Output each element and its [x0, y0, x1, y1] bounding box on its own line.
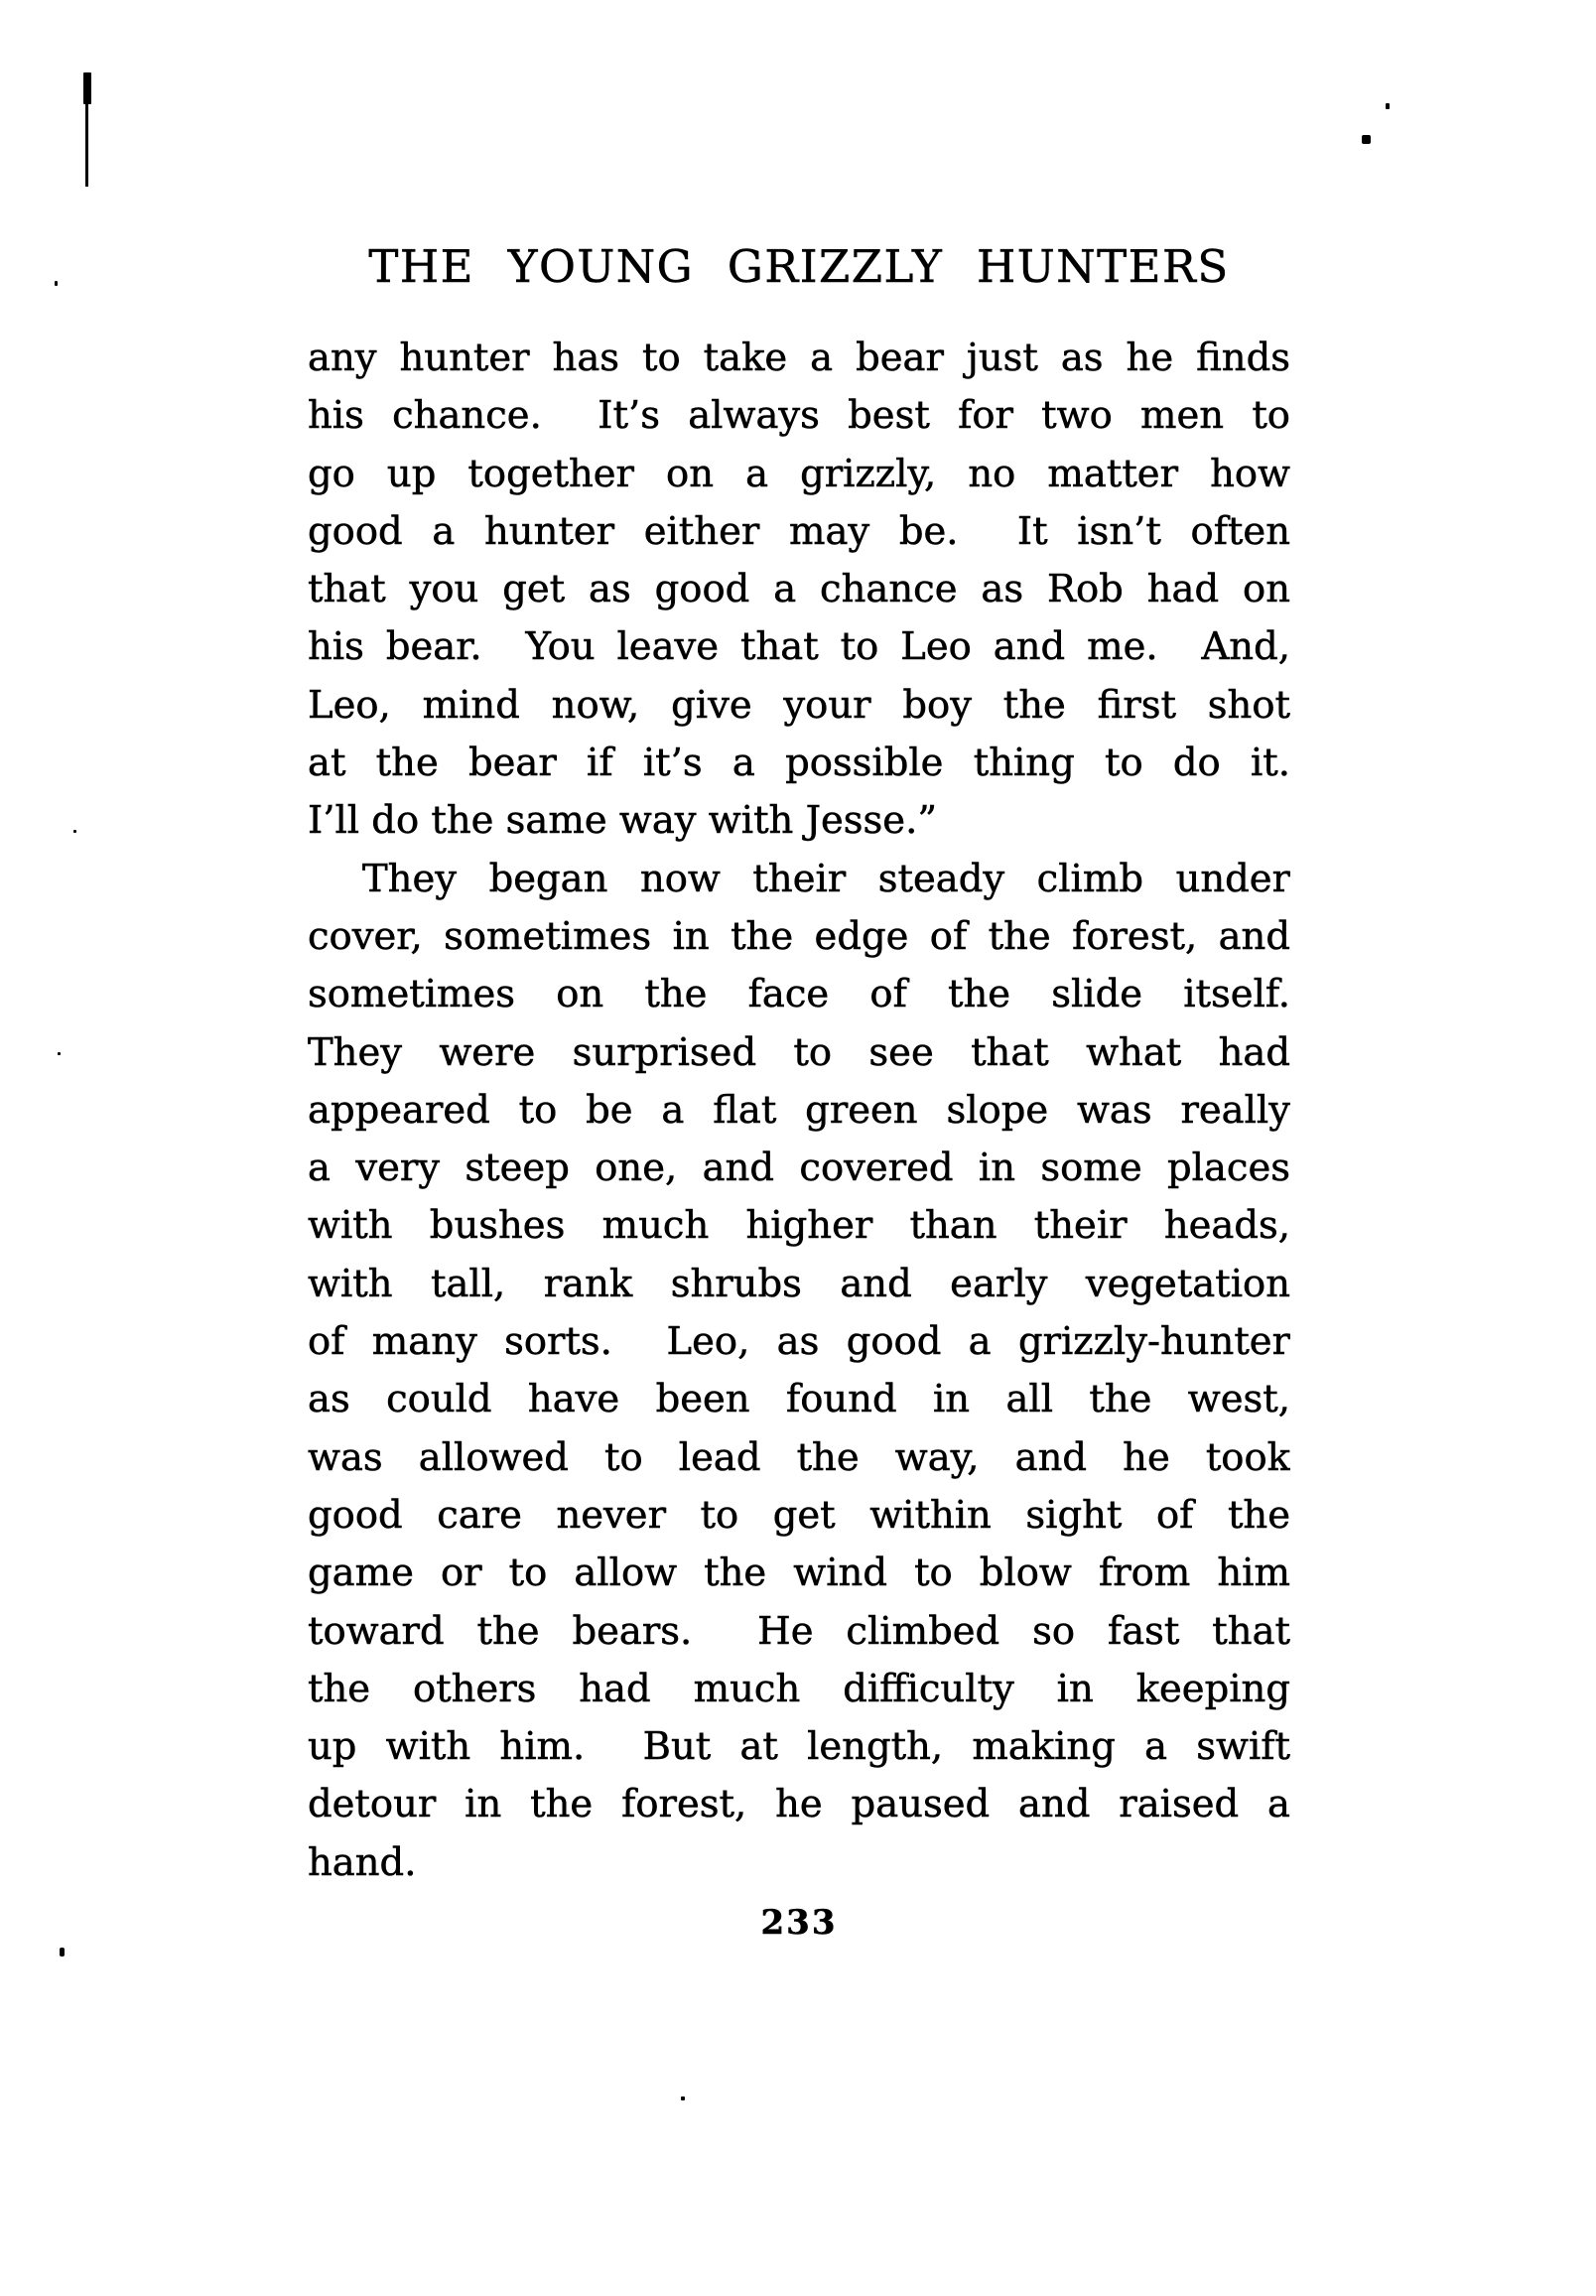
text-line: at the bear if it’s a possible thing to do it. [308, 741, 1290, 786]
text-line: his bear. You leave that to Leo and me. And, [308, 624, 1290, 670]
text-line: hand. [308, 1839, 417, 1885]
text-line: good care never to get within sight of the [308, 1492, 1290, 1538]
text-line: Leo, mind now, give your boy the first shot [308, 682, 1290, 728]
text-line: detour in the forest, he paused and raised a [308, 1782, 1290, 1827]
text-line: as could have been found in all the west, [308, 1377, 1290, 1422]
text-line: game or to allow the wind to blow from him [308, 1551, 1290, 1596]
text-line: They were surprised to see that what had [308, 1029, 1290, 1075]
text-line: was allowed to lead the way, and he took [308, 1434, 1290, 1480]
text-line: the others had much difficulty in keeping [308, 1666, 1290, 1711]
ink-speck-bottom [681, 2096, 685, 2100]
ink-mark-top-left-stem [85, 99, 88, 187]
ink-speck-top-right-2 [1362, 135, 1371, 144]
ink-speck-top-right-1 [1386, 103, 1390, 109]
text-line: a very steep one, and covered in some places [308, 1146, 1290, 1191]
text-line: with bushes much higher than their heads, [308, 1203, 1290, 1249]
page-title: THE YOUNG GRIZZLY HUNTERS [368, 240, 1230, 293]
text-line: up with him. But at length, making a swift [308, 1724, 1290, 1770]
text-line: I’ll do the same way with Jesse.” [308, 798, 938, 844]
text-line: his chance. It’s always best for two men to [308, 393, 1290, 439]
text-line: good a hunter either may be. It isn’t often [308, 508, 1290, 554]
text-line: of many sorts. Leo, as good a grizzly-hunter [308, 1319, 1290, 1365]
text-line: sometimes on the face of the slide itself. [308, 972, 1290, 1017]
text-line: They began now their steady climb under [362, 856, 1290, 901]
text-line: toward the bears. He climbed so fast that [308, 1608, 1290, 1654]
text-line: cover, sometimes in the edge of the forest, and [308, 913, 1290, 959]
page-number: 233 [760, 1903, 838, 1943]
text-line: go up together on a grizzly, no matter how [308, 451, 1290, 496]
body-text [308, 330, 1290, 1892]
ink-speck-left-1 [55, 281, 58, 286]
ink-speck-left-4 [60, 1948, 65, 1957]
text-line: any hunter has to take a bear just as he finds [308, 336, 1290, 380]
text-line: appeared to be a flat green slope was really [308, 1087, 1290, 1133]
ink-speck-left-2 [73, 830, 76, 833]
text-line: with tall, rank shrubs and early vegetation [308, 1261, 1290, 1306]
ink-speck-left-3 [58, 1052, 61, 1055]
text-line: that you get as good a chance as Rob had on [308, 567, 1290, 612]
